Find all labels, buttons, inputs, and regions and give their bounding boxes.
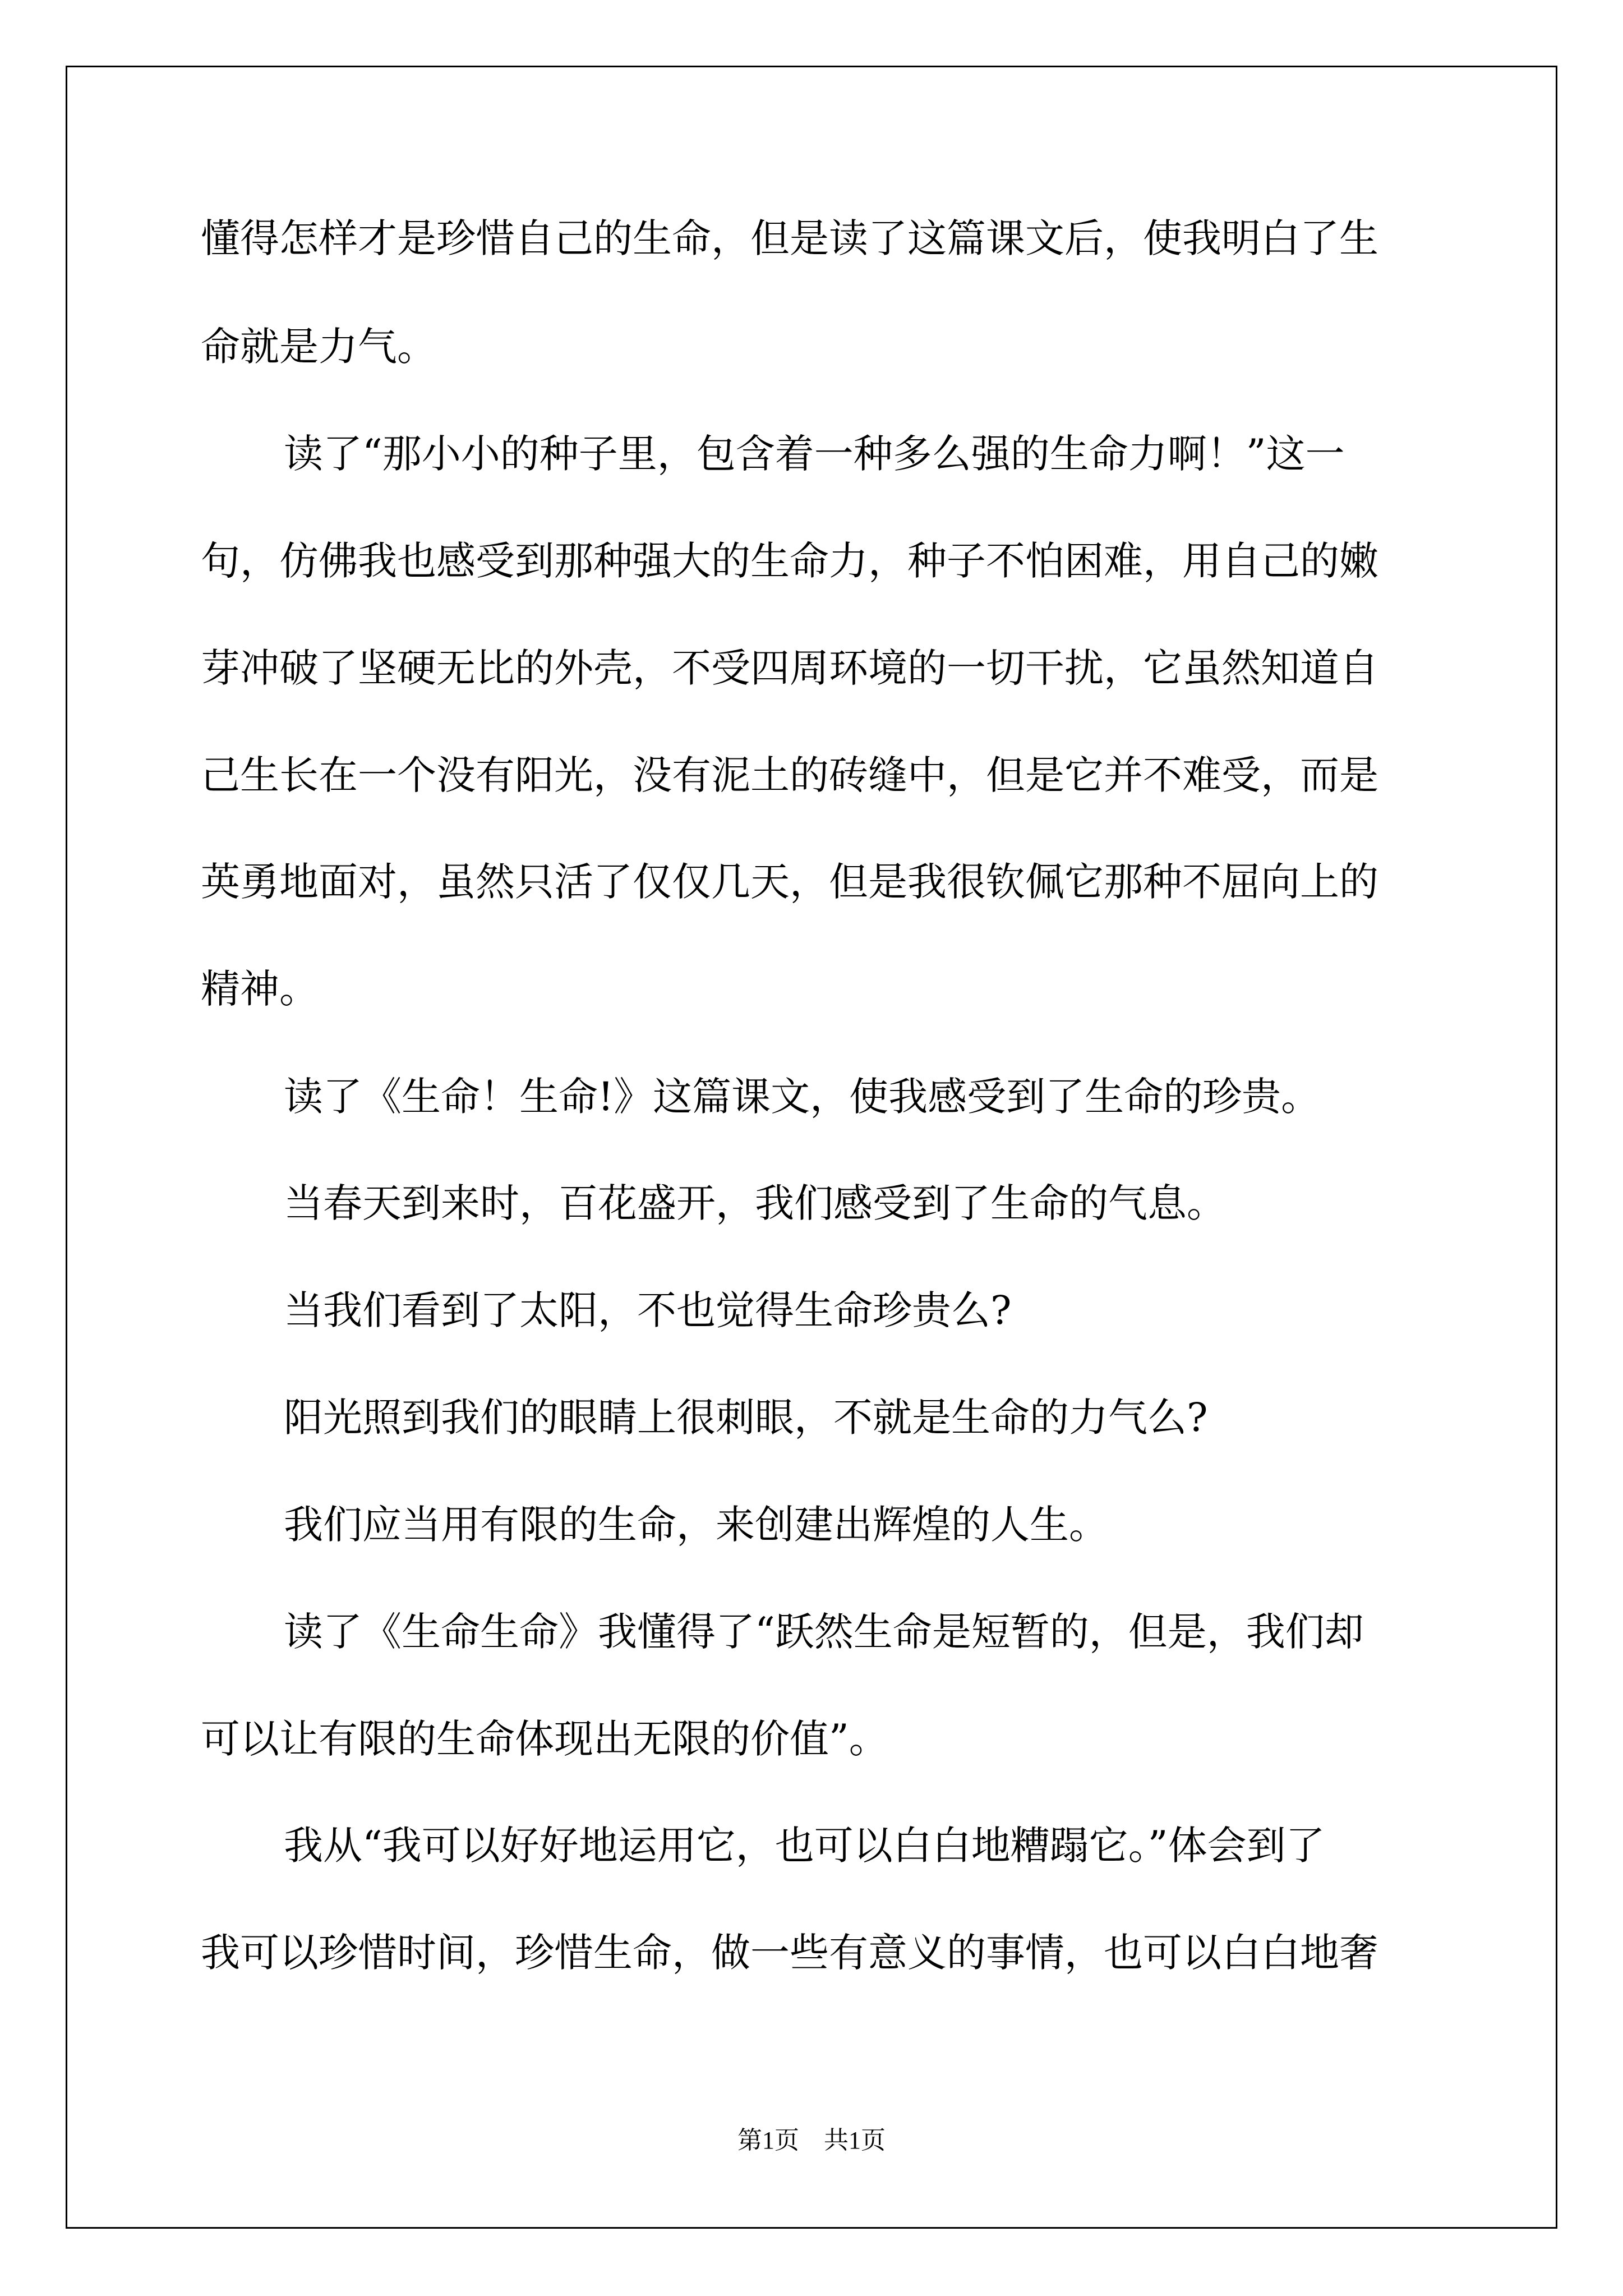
- text-line: 我们应当用有限的生命，来创建出辉煌的人生。: [284, 1502, 1108, 1548]
- text-line: 英勇地面对，虽然只活了仅仅几天，但是我很钦佩它那种不屈向上的: [201, 859, 1378, 905]
- text-line: 读了“那小小的种子里，包含着一种多么强的生命力啊！”这一: [284, 431, 1345, 477]
- text-line: 句，仿佛我也感受到那种强大的生命力，种子不怕困难，用自己的嫩: [201, 538, 1378, 584]
- text-line: 阳光照到我们的眼睛上很刺眼，不就是生命的力气么?: [284, 1395, 1208, 1441]
- page-number: 第1页 共1页: [737, 2127, 886, 2154]
- text-line: 精神。: [201, 966, 319, 1012]
- text-line: 当春天到来时，百花盛开，我们感受到了生命的气息。: [284, 1180, 1226, 1226]
- text-line: 懂得怎样才是珍惜自己的生命，但是读了这篇课文后，使我明白了生: [201, 215, 1378, 261]
- page-border: [66, 66, 1557, 2229]
- text-line: 己生长在一个没有阳光，没有泥土的砖缝中，但是它并不难受，而是: [201, 752, 1378, 798]
- text-line: 当我们看到了太阳，不也觉得生命珍贵么?: [284, 1287, 1012, 1333]
- text-line: 芽冲破了坚硬无比的外壳，不受四周环境的一切干扰，它虽然知道自: [201, 645, 1378, 691]
- text-line: 我可以珍惜时间，珍惜生命，做一些有意义的事情，也可以白白地奢: [201, 1930, 1378, 1976]
- text-line: 我从“我可以好好地运用它，也可以白白地糟蹋它。”体会到了: [284, 1823, 1325, 1869]
- text-line: 可以让有限的生命体现出无限的价值”。: [201, 1716, 888, 1762]
- text-line: 读了《生命生命》我懂得了“跃然生命是短暂的，但是，我们却: [284, 1609, 1364, 1655]
- text-line: 命就是力气。: [201, 324, 436, 370]
- text-line: 读了《生命！生命!》这篇课文，使我感受到了生命的珍贵。: [284, 1074, 1321, 1120]
